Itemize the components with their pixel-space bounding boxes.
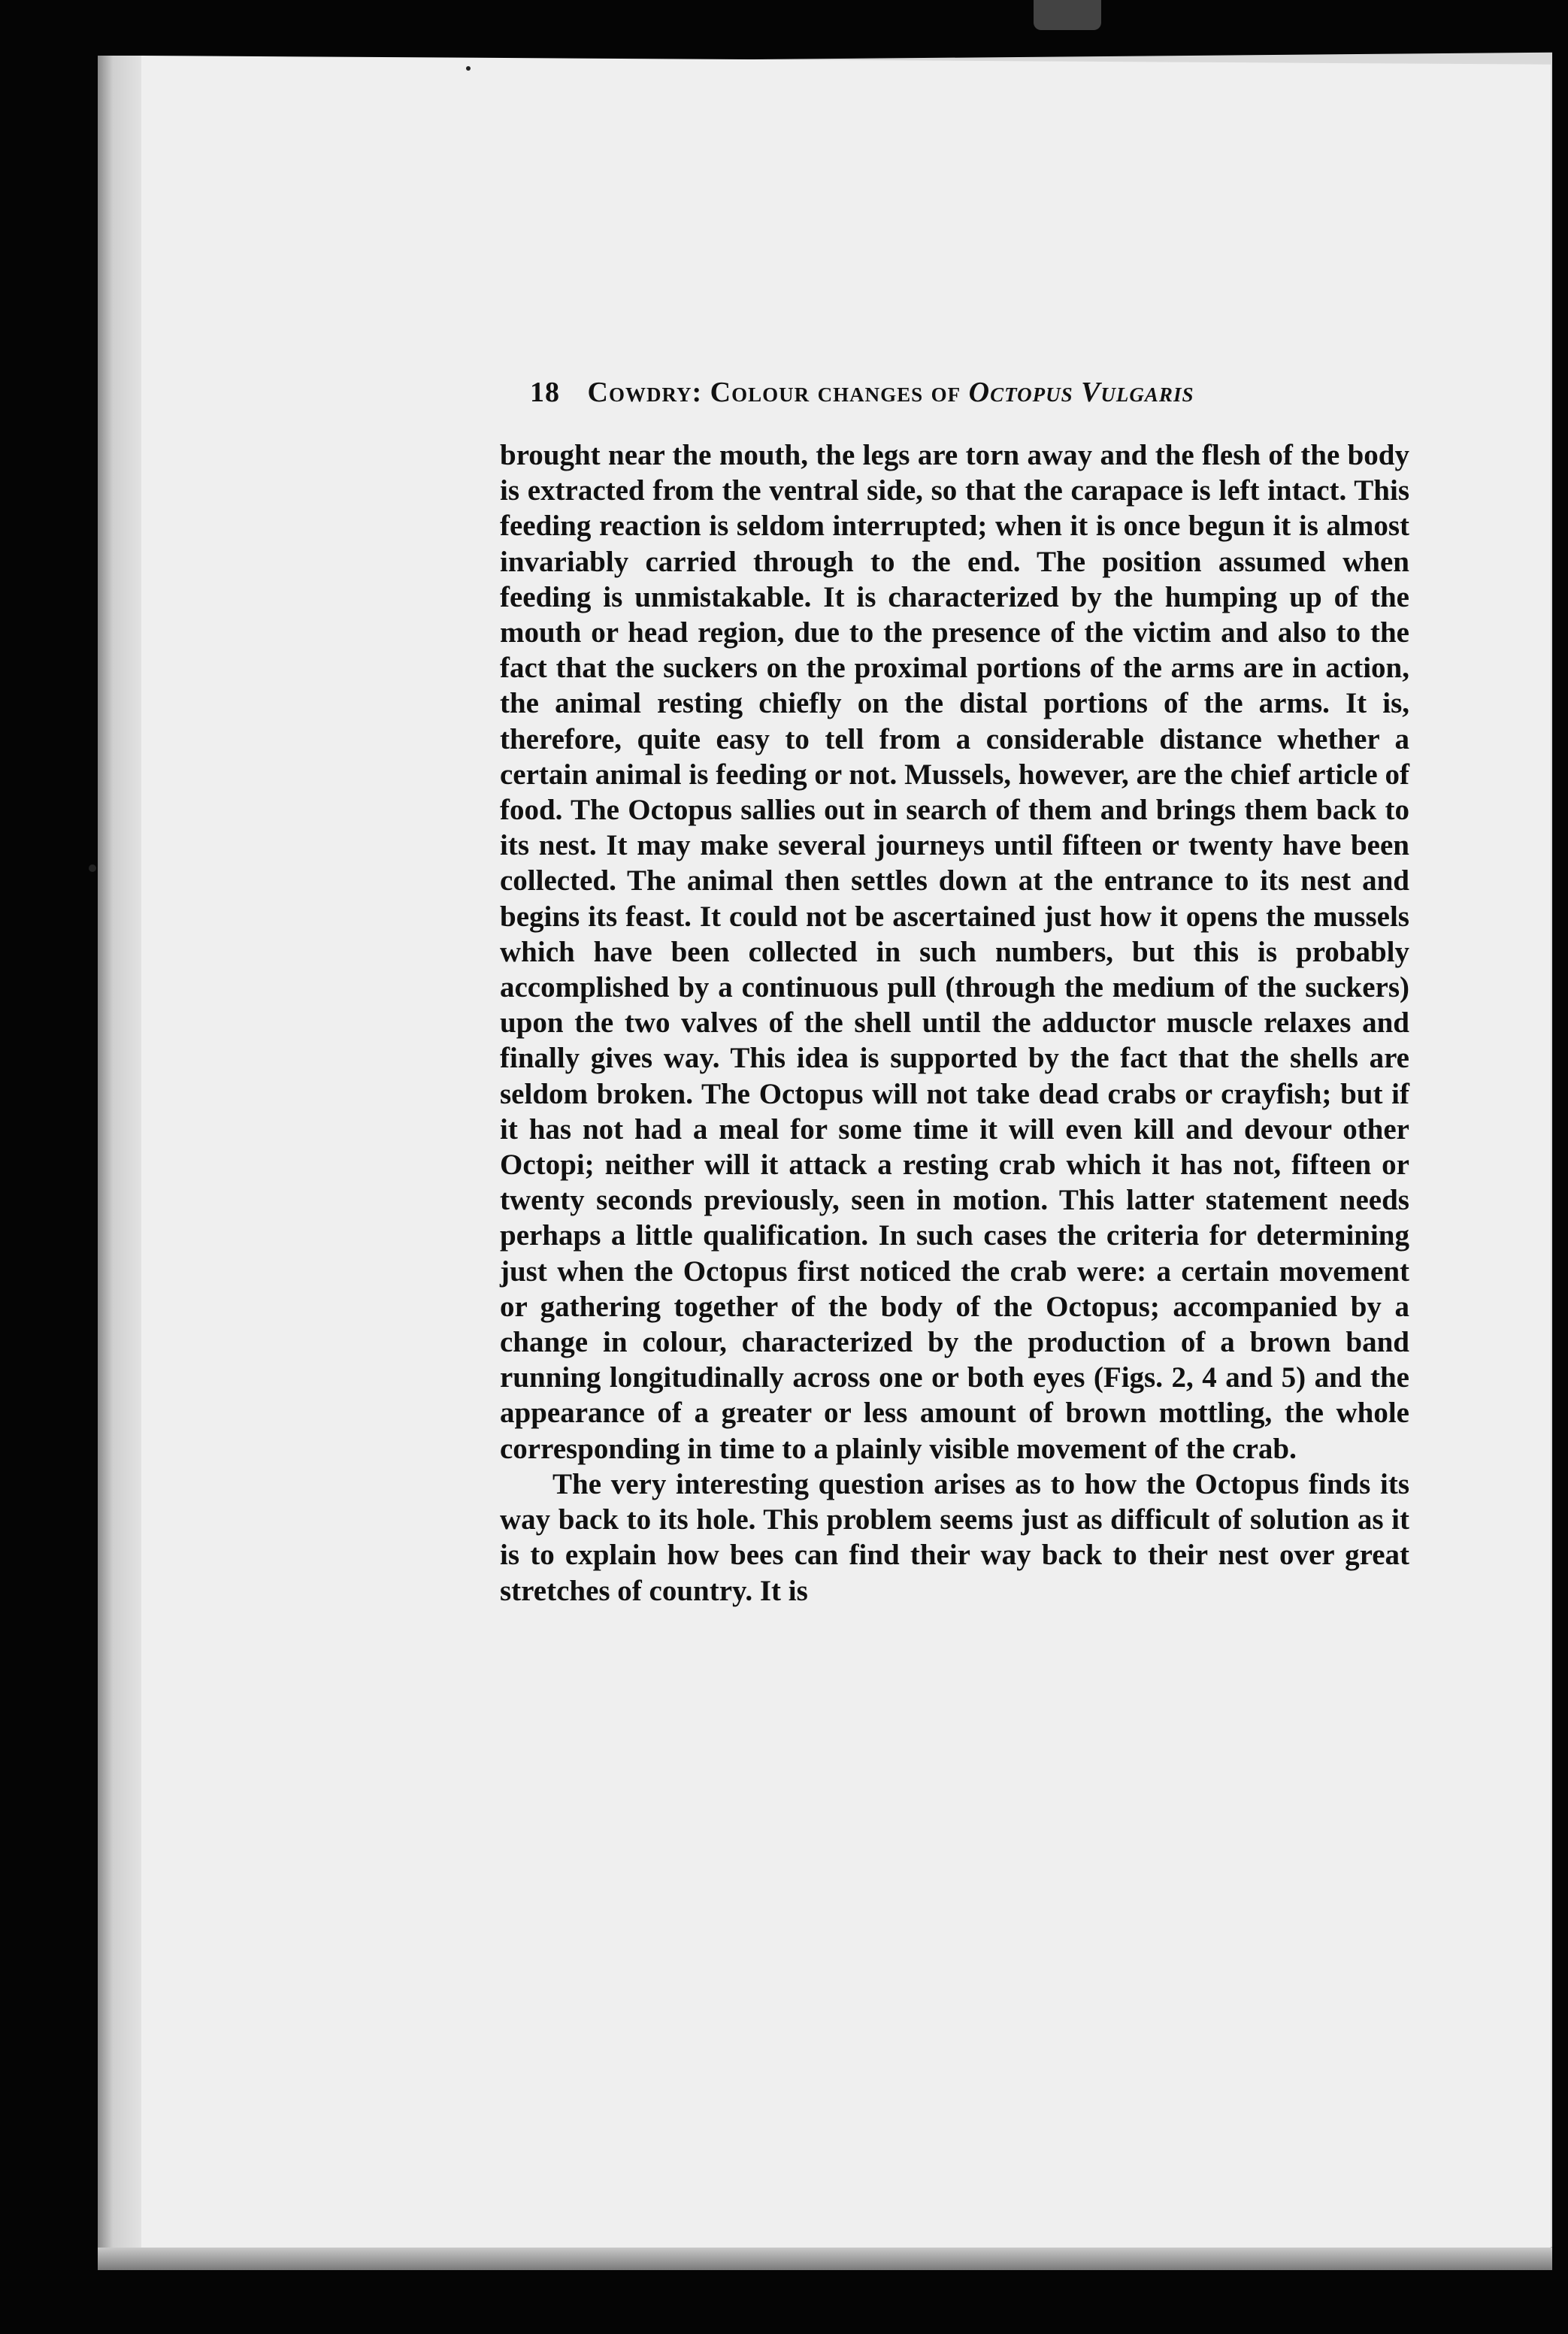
running-head-species: Octopus Vulgaris bbox=[968, 377, 1194, 408]
running-head-title: Cowdry: Colour changes of bbox=[587, 377, 961, 408]
body-paragraph-1: brought near the mouth, the legs are torn away and the flesh of the body is extracted from the ventral side, so that the carapace is left intact. This feeding reaction is seldom interrupted; when it is once begun it is almost invariably carried through to the end. The position assumed when feeding is unmistakable. It is characterized by the humping up of the mouth or head region, due to the presence of the victim and also to the fact that the suckers on the proximal portions of the arms are in action, the animal resting chiefly on the distal portions of the arms. It is, therefore, quite easy to tell from a considerable distance whether a certain animal is feeding or not. Mussels, however, are the chief article of food. The Octopus sallies out in search of them and brings them back to its nest. It may make several journeys until fifteen or twenty have been collected. The animal then settles down at the entrance to its nest and begins its feast. It could not be ascertained just how it opens the mussels which have been collected in such numbers, but this is probably accomplished by a continuous pull (through the medium of the suckers) upon the two valves of the shell until the adductor muscle relaxes and finally gives way. This idea is supported by the fact that the shells are seldom broken. The Octopus will not take dead crabs or crayfish; but if it has not had a meal for some time it will even kill and devour other Octopi; neither will it attack a resting crab which it has not, fifteen or twenty seconds previously, seen in motion. This latter statement needs perhaps a little qualification. In such cases the criteria for determining just when the Octopus first noticed the crab were: a certain movement or gathering together of the body of the Octopus; accompanied by a change in colour, characterized by the production of a brown band running longitudinally across one or both eyes (Figs. 2, 4 and 5) and the appearance of a greater or less amount of brown mottling, the whole corresponding in time to a plainly visible movement of the crab. bbox=[500, 439, 1409, 1465]
body-paragraph-2: The very interesting question arises as to how the Octopus finds its way back to its hole. This problem seems just as difficult of solution as it is to explain how bees can find their way back to their nest over great stretches of country. It is bbox=[500, 1467, 1409, 1607]
page-edge bbox=[98, 56, 141, 2258]
scan-speck bbox=[89, 864, 96, 872]
running-head bbox=[530, 376, 1409, 409]
text-block bbox=[500, 376, 1409, 1609]
page-number: 18 bbox=[530, 377, 560, 408]
scan-speck bbox=[466, 66, 471, 71]
scan-top-mark bbox=[1034, 0, 1101, 30]
page-bottom-edge bbox=[98, 2248, 1552, 2270]
